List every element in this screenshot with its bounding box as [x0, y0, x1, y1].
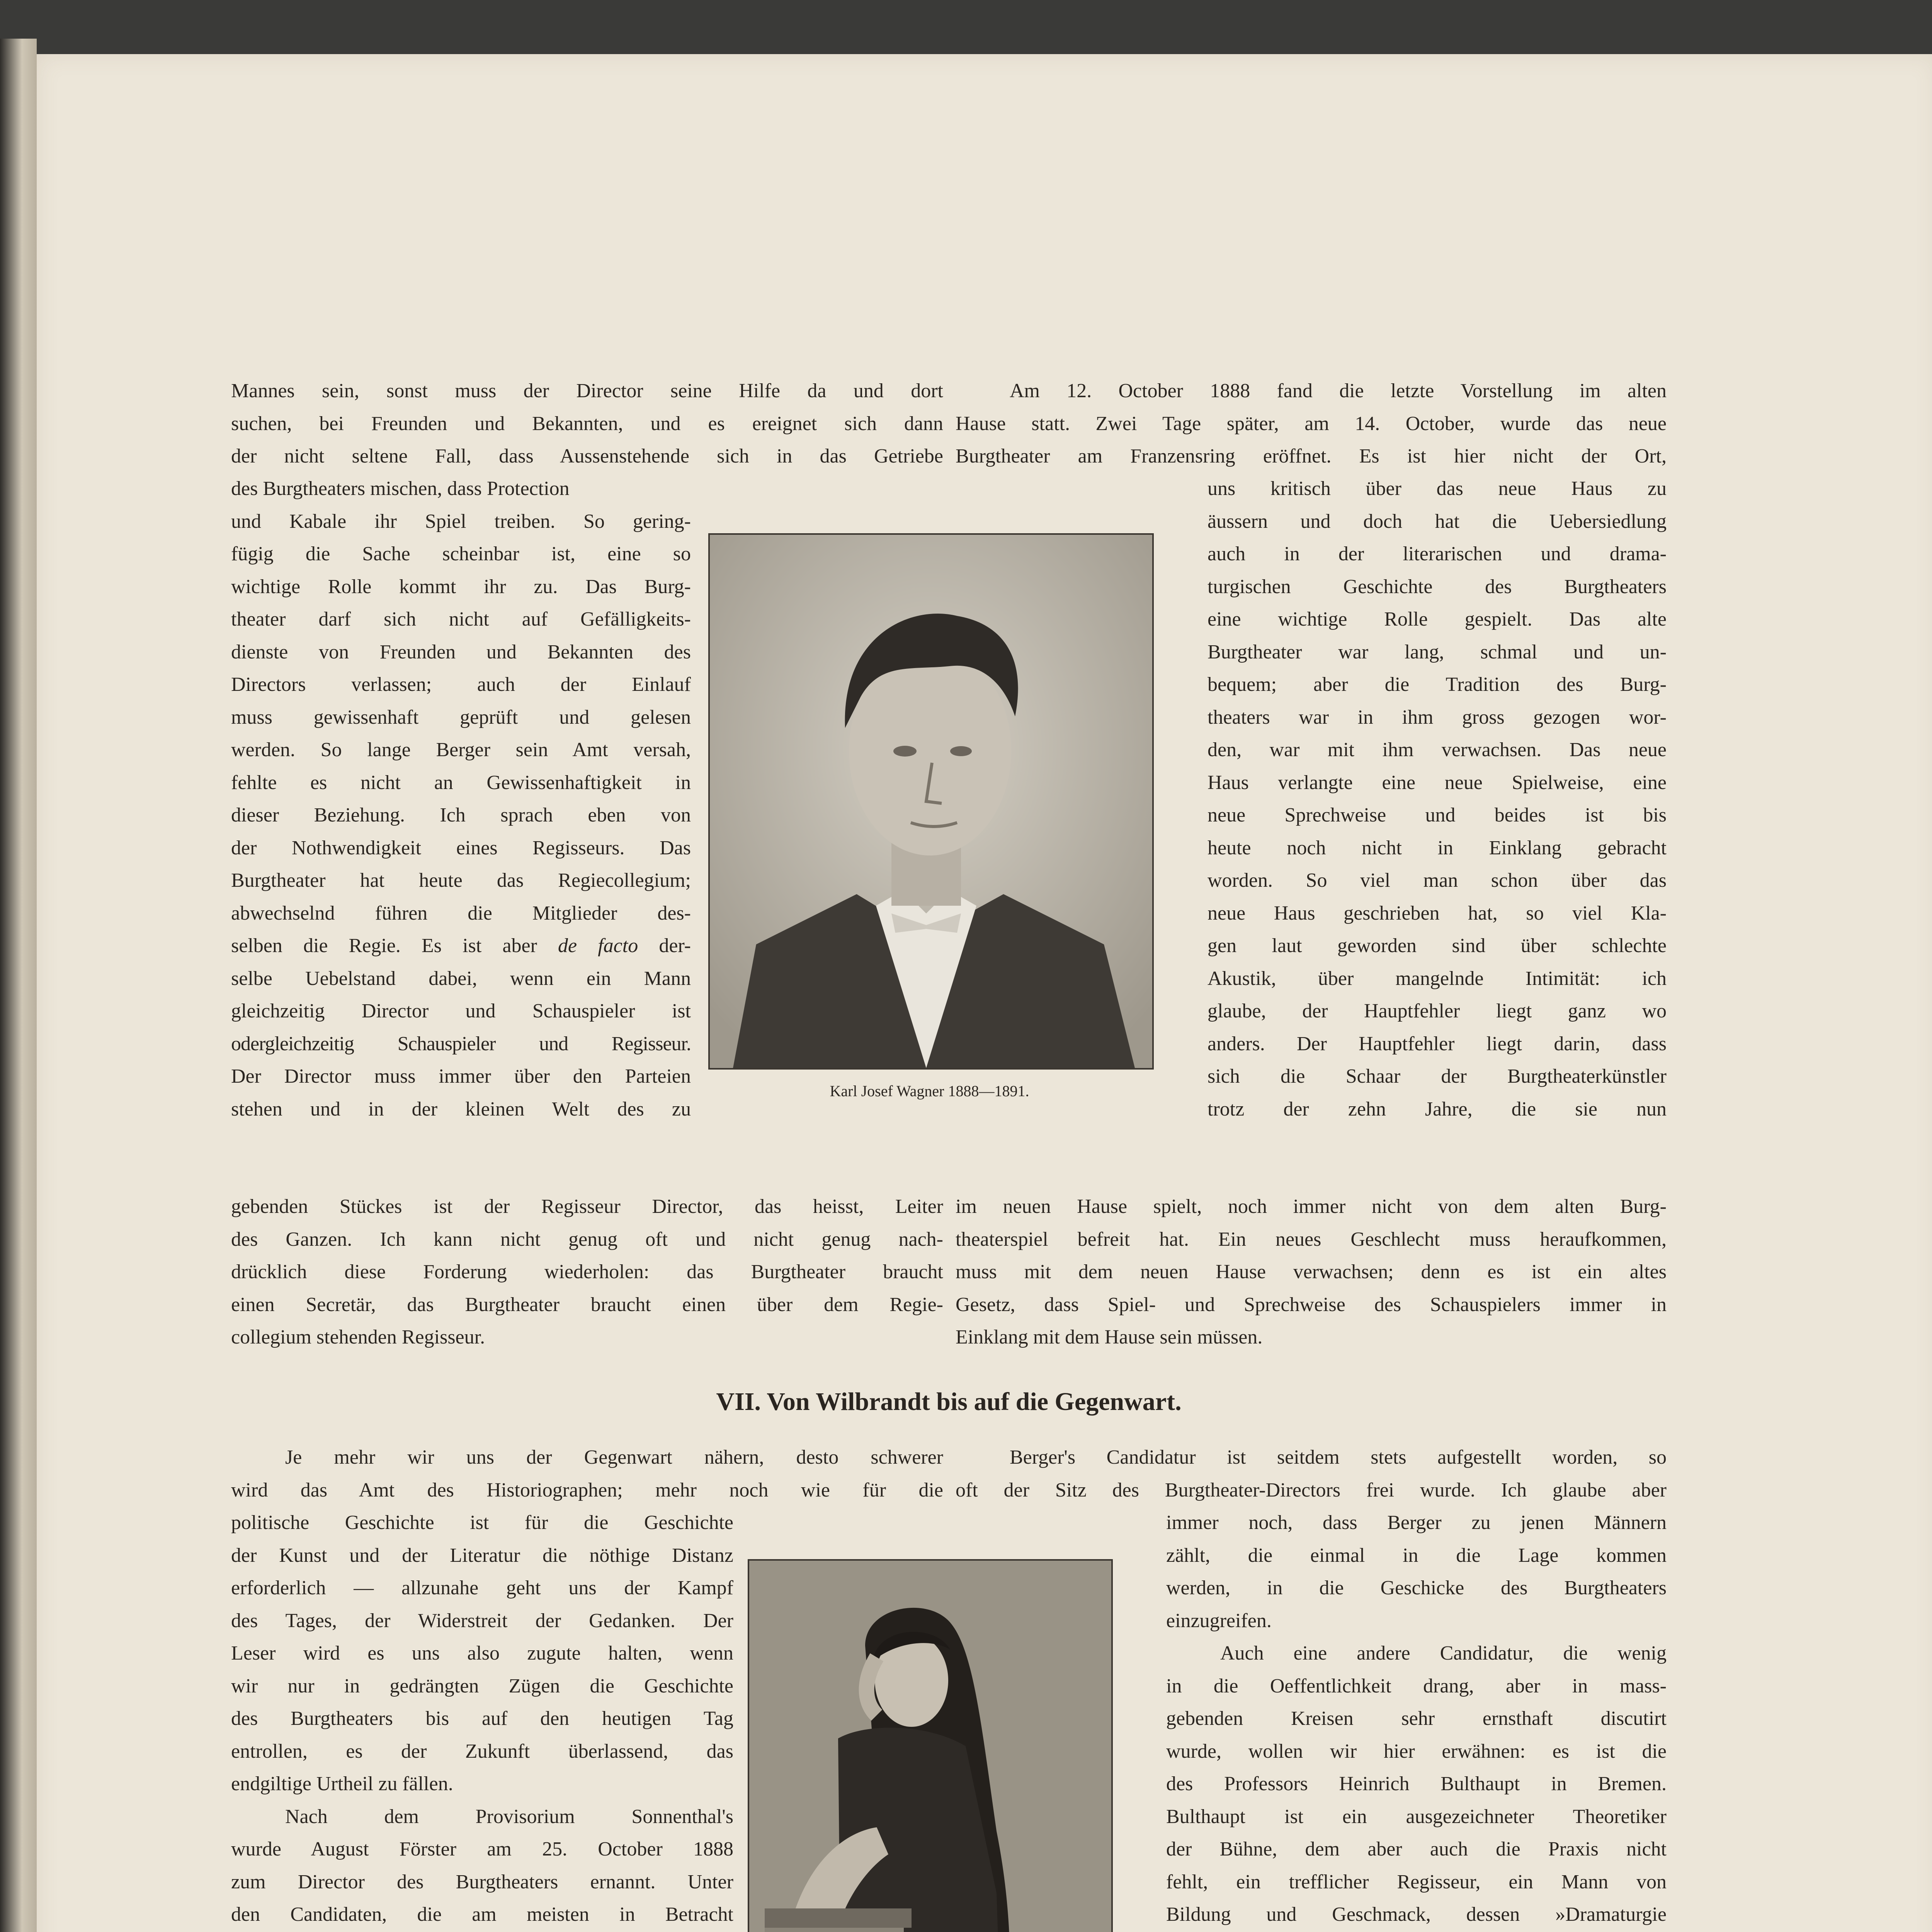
text-line: Auch eine andere Candidatur, die wenig	[1220, 1642, 1667, 1664]
text-line: gebenden Stückes ist der Regisseur Director, das heisst, Leiter	[231, 1196, 943, 1218]
lower-right-narrow-column	[1166, 1507, 1667, 1932]
text-line: neue Sprechweise und beides ist bis	[1208, 804, 1667, 826]
text-line: dieser Beziehung. Ich sprach eben von	[231, 804, 691, 826]
portrait-illustration	[710, 535, 1152, 1068]
text-line: des Tages, der Widerstreit der Gedanken. Der	[231, 1609, 733, 1632]
text-line: immer noch, dass Berger zu jenen Männern	[1166, 1512, 1667, 1534]
text-line: des Burgtheaters bis auf den heutigen Tag	[231, 1708, 733, 1730]
lower-left-column	[231, 1441, 943, 1507]
text-line: theaterspiel befreit hat. Ein neues Geschlecht muss heraufkommen,	[956, 1228, 1667, 1250]
text-line: Je mehr wir uns der Gegenwart nähern, desto schwerer	[285, 1446, 943, 1468]
text-line: abwechselnd führen die Mitglieder des-	[231, 902, 691, 924]
text-line: werden. So lange Berger sein Amt versah,	[231, 739, 691, 761]
text-line: Hause statt. Zwei Tage später, am 14. October, wurde das neue	[956, 412, 1667, 435]
text-line: Burgtheater war lang, schmal und un-	[1208, 641, 1667, 663]
text-line: werden, in die Geschicke des Burgtheaters	[1166, 1577, 1667, 1599]
upper-left-narrow-column	[231, 473, 691, 1126]
text-line: fehlte es nicht an Gewissenhaftigkeit in	[231, 771, 691, 794]
text-line: wird das Amt des Historiographen; mehr noch wie für die	[231, 1479, 943, 1501]
text-line: den Candidaten, die am meisten in Betracht	[231, 1903, 733, 1925]
text-line: politische Geschichte ist für die Geschichte	[231, 1512, 733, 1534]
text-line: und Kabale ihr Spiel treiben. So gering-	[231, 510, 691, 532]
upper-right-narrow-column	[1208, 473, 1667, 1126]
text-line: worden. So viel man schon über das	[1208, 869, 1667, 891]
text-line: Leser wird es uns also zugute halten, wenn	[231, 1642, 733, 1664]
text-line: entrollen, es der Zukunft überlassend, das	[231, 1740, 733, 1762]
lower-right-column	[956, 1441, 1667, 1507]
text-line: im neuen Hause spielt, noch immer nicht von dem alten Burg-	[956, 1196, 1667, 1218]
text-line: den, war mit ihm verwachsen. Das neue	[1208, 739, 1667, 761]
text-line: Gesetz, dass Spiel- und Sprechweise des Schauspielers immer in	[956, 1293, 1667, 1316]
previous-page-edge	[0, 39, 37, 1932]
text-line: fehlt, ein trefflicher Regisseur, ein Mann von	[1166, 1871, 1667, 1893]
text-line: collegium stehenden Regisseur.	[231, 1326, 485, 1348]
text-line: der Kunst und der Literatur die nöthige Distanz	[231, 1544, 733, 1566]
text-line: des Ganzen. Ich kann nicht genug oft und nicht genug nach-	[231, 1228, 943, 1250]
text-line: endgiltige Urtheil zu fällen.	[231, 1773, 453, 1795]
text-line: bequem; aber die Tradition des Burg-	[1208, 673, 1667, 696]
text-line: heute noch nicht in Einklang gebracht	[1208, 837, 1667, 859]
text-line: einen Secretär, das Burgtheater braucht einen über dem Regie-	[231, 1293, 943, 1316]
text-line: Berger's Candidatur ist seitdem stets aufgestellt worden, so	[1010, 1446, 1667, 1468]
upper-right-column	[956, 375, 1667, 473]
text-line: trotz der zehn Jahre, die sie nun	[1208, 1098, 1667, 1120]
louise-dumont-portrait	[748, 1559, 1113, 1932]
text-line: gebenden Kreisen sehr ernsthaft discutirt	[1166, 1708, 1667, 1730]
text-line: uns kritisch über das neue Haus zu	[1208, 478, 1667, 500]
text-line: wichtige Rolle kommt ihr zu. Das Burg-	[231, 575, 691, 598]
upper-left-column-bottom	[231, 1190, 943, 1354]
text-line: Der Director muss immer über den Parteien	[231, 1065, 691, 1087]
upper-right-column-bottom	[956, 1190, 1667, 1354]
text-line: suchen, bei Freunden und Bekannten, und es ereignet sich dann	[231, 412, 943, 435]
text-line: fügig die Sache scheinbar ist, eine so	[231, 543, 691, 565]
text-line: erforderlich — allzunahe geht uns der Kampf	[231, 1577, 733, 1599]
text-line: neue Haus geschrieben hat, so viel Kla-	[1208, 902, 1667, 924]
text-line: auch in der literarischen und drama-	[1208, 543, 1667, 565]
text-line: Bildung und Geschmack, dessen »Dramaturgie	[1166, 1903, 1667, 1925]
text-line: des Professors Heinrich Bulthaupt in Bremen.	[1166, 1773, 1667, 1795]
text-line: Directors verlassen; auch der Einlauf	[231, 673, 691, 696]
text-line: turgischen Geschichte des Burgtheaters	[1208, 575, 1667, 598]
karl-josef-wagner-portrait	[708, 533, 1154, 1070]
text-line: Haus verlangte eine neue Spielweise, eine	[1208, 771, 1667, 794]
text-line: selben die Regie. Es ist aber de facto der-	[231, 935, 691, 957]
portrait-illustration	[749, 1561, 1111, 1932]
text-line: gen laut geworden sind über schlechte	[1208, 935, 1667, 957]
text-line: zählt, die einmal in die Lage kommen	[1166, 1544, 1667, 1566]
text-line: theater darf sich nicht auf Gefälligkeits-	[231, 608, 691, 630]
upper-left-column	[231, 375, 943, 473]
text-line: des Burgtheaters mischen, dass Protection	[231, 478, 570, 500]
wagner-caption: Karl Josef Wagner 1888—1891.	[830, 1082, 1029, 1100]
text-line: Burgtheater hat heute das Regiecollegium;	[231, 869, 691, 891]
section-heading: VII. Von Wilbrandt bis auf die Gegenwart.	[716, 1388, 1182, 1416]
text-line: drücklich diese Forderung wiederholen: das Burgtheater braucht	[231, 1261, 943, 1283]
text-line: Bulthaupt ist ein ausgezeichneter Theoretiker	[1166, 1805, 1667, 1828]
text-line: gleichzeitig Director und Schauspieler ist	[231, 1000, 691, 1022]
text-line: zum Director des Burgtheaters ernannt. Unter	[231, 1871, 733, 1893]
text-line: der nicht seltene Fall, dass Aussenstehende sich in das Getriebe	[231, 445, 943, 467]
text-line: einzugreifen.	[1166, 1609, 1272, 1632]
text-line: eine wichtige Rolle gespielt. Das alte	[1208, 608, 1667, 630]
book-page	[37, 54, 1932, 1932]
text-line: äussern und doch hat die Uebersiedlung	[1208, 510, 1667, 532]
text-line: Nach dem Provisorium Sonnenthal's	[285, 1805, 733, 1828]
text-line: in die Oeffentlichkeit drang, aber in mass-	[1166, 1675, 1667, 1697]
text-line: dienste von Freunden und Bekannten des	[231, 641, 691, 663]
text-line: odergleichzeitig Schauspieler und Regisseur.	[231, 1032, 691, 1055]
text-line: oft der Sitz des Burgtheater-Directors frei wurde. Ich glaube aber	[956, 1479, 1667, 1501]
text-line: Burgtheater am Franzensring eröffnet. Es ist hier nicht der Ort,	[956, 445, 1667, 467]
text-line: anders. Der Hauptfehler liegt darin, dass	[1208, 1032, 1667, 1055]
text-line: Mannes sein, sonst muss der Director seine Hilfe da und dort	[231, 380, 943, 402]
text-line: der Bühne, dem aber auch die Praxis nicht	[1166, 1838, 1667, 1860]
lower-left-narrow-column	[231, 1507, 733, 1932]
text-line: sich die Schaar der Burgtheaterkünstler	[1208, 1065, 1667, 1087]
text-line: glaube, der Hauptfehler liegt ganz wo	[1208, 1000, 1667, 1022]
text-line: wurde August Förster am 25. October 1888	[231, 1838, 733, 1860]
italic-term: de facto	[558, 935, 638, 957]
text-line: Akustik, über mangelnde Intimität: ich	[1208, 967, 1667, 990]
text-line: muss mit dem neuen Hause verwachsen; denn es ist ein altes	[956, 1261, 1667, 1283]
text-line: Am 12. October 1888 fand die letzte Vorstellung im alten	[1010, 380, 1667, 402]
text-line: der Nothwendigkeit eines Regisseurs. Das	[231, 837, 691, 859]
text-line: theaters war in ihm gross gezogen wor-	[1208, 706, 1667, 728]
text-line: selbe Uebelstand dabei, wenn ein Mann	[231, 967, 691, 990]
text-line: muss gewissenhaft geprüft und gelesen	[231, 706, 691, 728]
text-line: wir nur in gedrängten Zügen die Geschichte	[231, 1675, 733, 1697]
text-line: stehen und in der kleinen Welt des zu	[231, 1098, 691, 1120]
text-line: Einklang mit dem Hause sein müssen.	[956, 1326, 1263, 1348]
text-line: wurde, wollen wir hier erwähnen: es ist die	[1166, 1740, 1667, 1762]
